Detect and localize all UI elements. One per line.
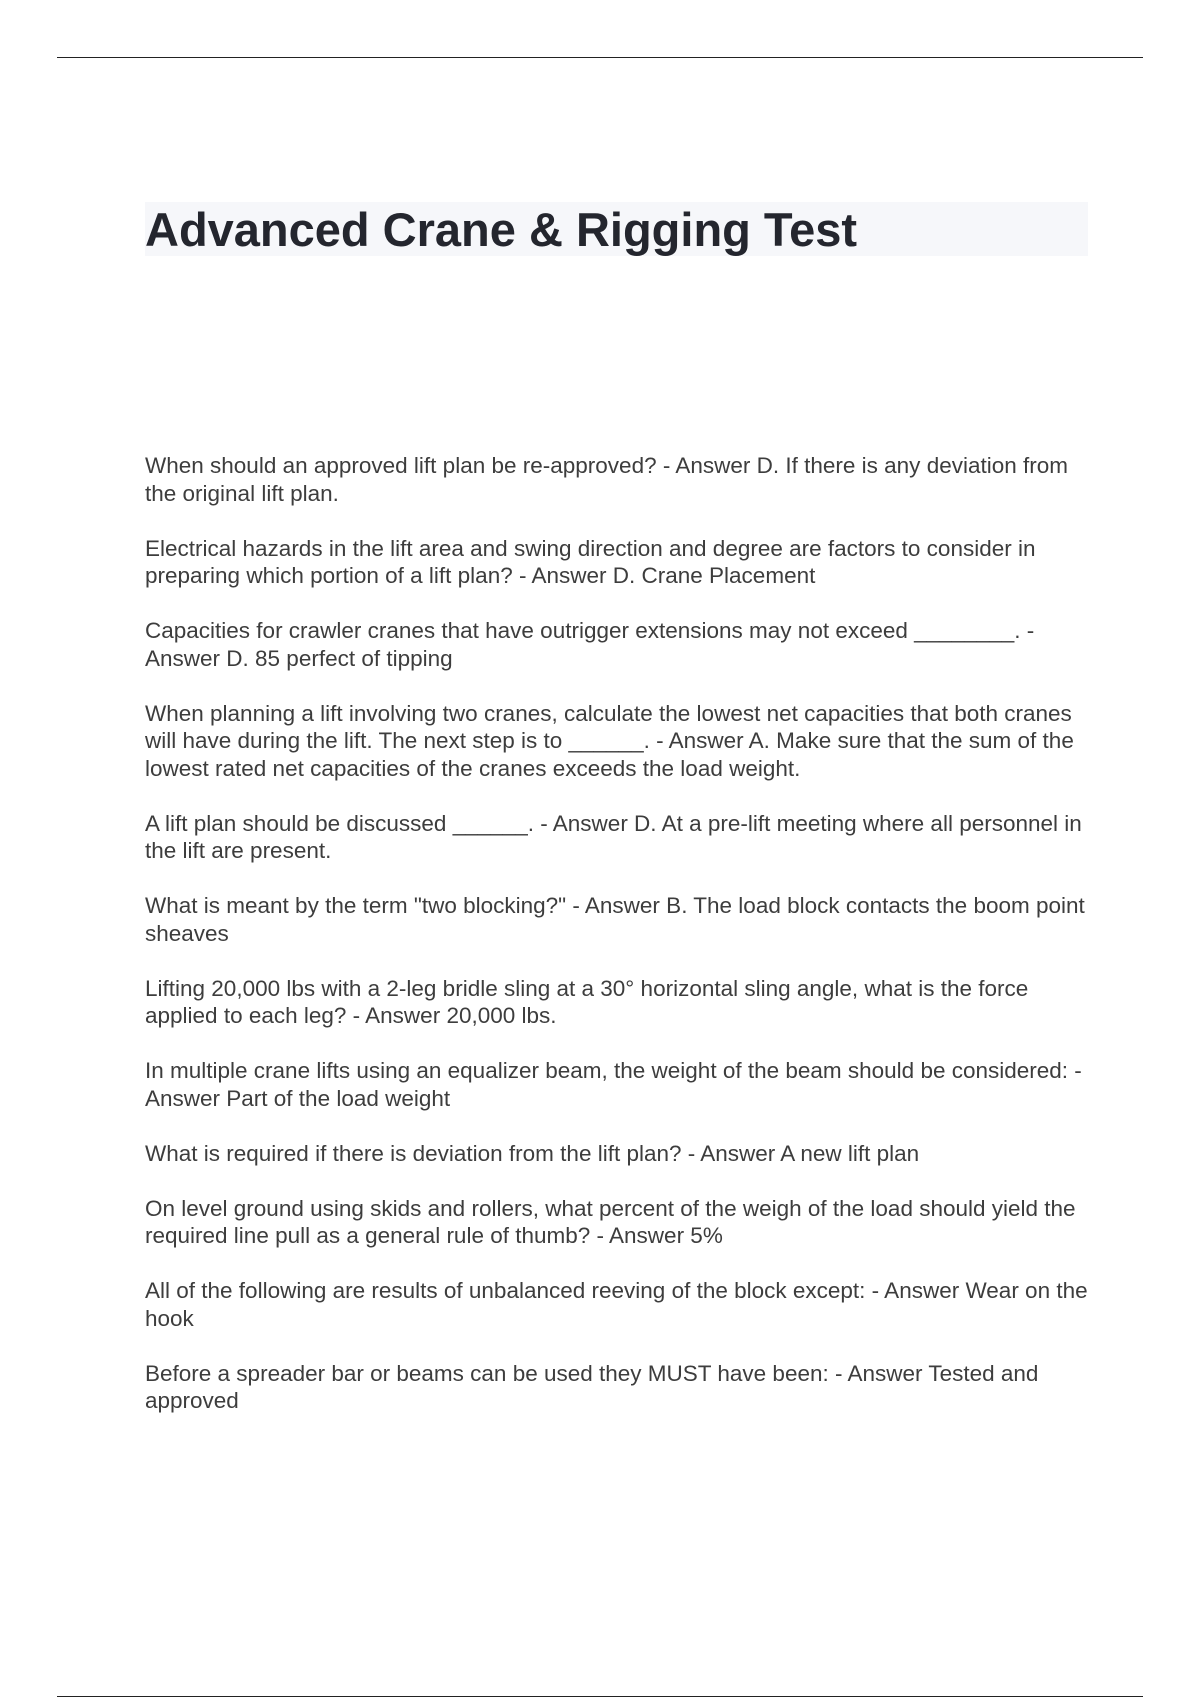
bottom-divider xyxy=(57,1696,1143,1697)
qa-item-2: Electrical hazards in the lift area and swing direction and degree are factors to consider in preparing which portion of a lift plan? - Answer D. Crane Placement xyxy=(145,535,1036,588)
qa-item-6: What is meant by the term "two blocking?" - Answer B. The load block contacts the boom point sheaves xyxy=(145,893,1085,946)
qa-item-11: All of the following are results of unbalanced reeving of the block except: - Answer Wear on the hook xyxy=(145,1278,1088,1331)
top-divider xyxy=(57,57,1143,58)
qa-item-4: When planning a lift involving two cranes, calculate the lowest net capacities that both cranes will have during the lift. The next step is to ______. - Answer A. Make sure that the sum of the lowest rated net capacities of the cranes exceeds the load weight. xyxy=(145,700,1074,781)
qa-item-10: On level ground using skids and rollers, what percent of the weigh of the load should yield the required line pull as a general rule of thumb? - Answer 5% xyxy=(145,1195,1076,1248)
document-title: Advanced Crane & Rigging Test xyxy=(145,203,858,256)
question-answer-list xyxy=(145,452,1090,1442)
qa-item-5: A lift plan should be discussed ______. - Answer D. At a pre-lift meeting where all personnel in the lift are present. xyxy=(145,810,1082,863)
qa-item-12: Before a spreader bar or beams can be used they MUST have been: - Answer Tested and approved xyxy=(145,1360,1039,1413)
qa-item-9: What is required if there is deviation from the lift plan? - Answer A new lift plan xyxy=(145,1140,920,1166)
qa-item-3: Capacities for crawler cranes that have outrigger extensions may not exceed ________. - Answer D. 85 perfect of tipping xyxy=(145,618,1035,671)
qa-item-1: When should an approved lift plan be re-approved? - Answer D. If there is any deviation from the original lift plan. xyxy=(145,453,1069,506)
qa-item-7: Lifting 20,000 lbs with a 2-leg bridle sling at a 30° horizontal sling angle, what is the force applied to each leg? - Answer 20,000 lbs. xyxy=(145,975,1029,1028)
qa-item-8: In multiple crane lifts using an equalizer beam, the weight of the beam should be considered: - Answer Part of the load weight xyxy=(145,1058,1082,1111)
